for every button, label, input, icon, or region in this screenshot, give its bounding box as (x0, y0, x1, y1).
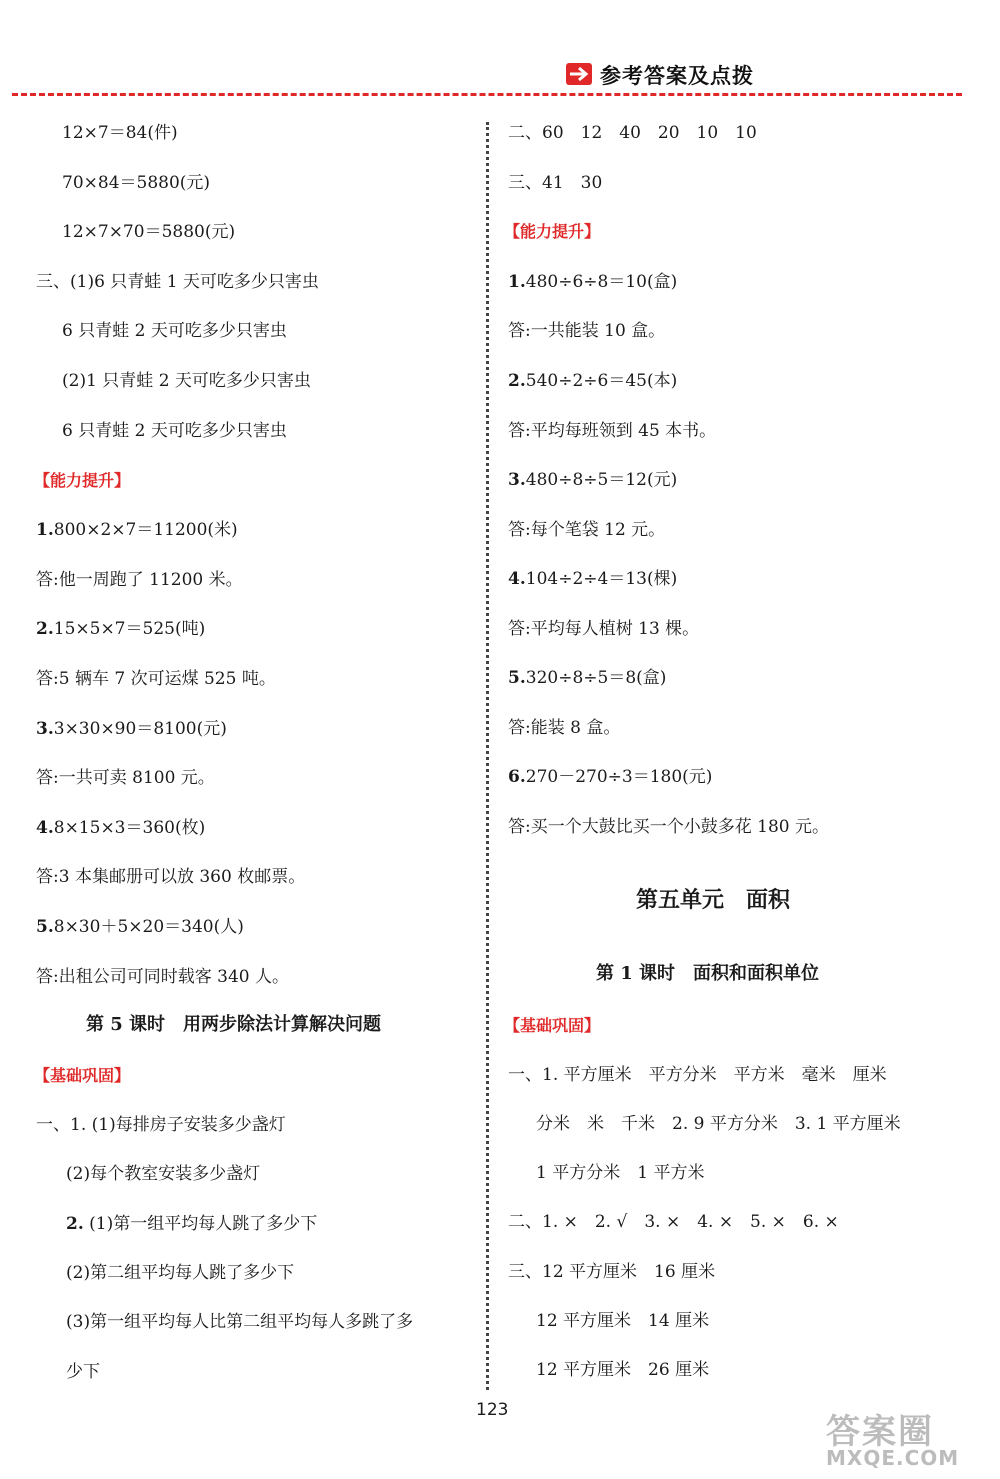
problem-number: 1. (36, 520, 54, 540)
problem-expression: 8×15×3＝360(枚) (53, 818, 206, 838)
question-line (66, 1213, 317, 1235)
answer-line: 答:一共能装 10 盒。 (508, 321, 666, 341)
problem-number: 5. (36, 917, 54, 937)
arrow-right-icon (566, 63, 592, 85)
answer-line: 答:出租公司可同时载客 340 人。 (36, 967, 289, 987)
question-line: (3)第一组平均每人比第二组平均每人多跳了多 (66, 1312, 414, 1332)
calc-line: 12×7×70＝5880(元) (62, 222, 236, 242)
problem-number: 3. (36, 719, 54, 739)
answer-line: 答:能装 8 盒。 (508, 718, 621, 738)
watermark-url: MXQE.COM (826, 1446, 960, 1470)
problem-line (508, 766, 712, 788)
problem-expression: 540÷2÷6＝45(本) (525, 371, 678, 391)
unit-title: 第五单元 面积 (636, 888, 791, 913)
problem-expression: 15×5×7＝525(吨) (53, 619, 206, 639)
problem-expression: 480÷6÷8＝10(盒) (525, 272, 678, 292)
question-line: 6 只青蛙 2 天可吃多少只害虫 (62, 421, 287, 441)
question-line: 一、1. (1)每排房子安装多少盏灯 (36, 1115, 286, 1135)
question-line: (2)第二组平均每人跳了多少下 (66, 1263, 295, 1283)
problem-line (36, 817, 205, 839)
problem-line (36, 718, 227, 740)
answer-row: 二、60 12 40 20 10 10 (508, 123, 757, 143)
problem-expression: 3×30×90＝8100(元) (53, 719, 227, 739)
problem-line (36, 519, 238, 541)
problem-line (36, 916, 244, 938)
section-tag-basic: 【基础巩固】 (34, 1066, 131, 1085)
answer-row: 分米 米 千米 2. 9 平方分米 3. 1 平方厘米 (536, 1114, 901, 1134)
answer-row: 三、41 30 (508, 173, 603, 193)
answer-row: 三、12 平方厘米 16 厘米 (508, 1262, 716, 1282)
answer-row: 1 平方分米 1 平方米 (536, 1163, 705, 1183)
problem-number: 3. (508, 470, 526, 490)
question-line: (2)每个教室安装多少盏灯 (66, 1164, 261, 1184)
section-tag-ability: 【能力提升】 (34, 471, 131, 490)
watermark-logo-text: 答案圈 (826, 1412, 934, 1452)
answer-line: 答:买一个大鼓比买一个小鼓多花 180 元。 (508, 817, 829, 837)
problem-line (36, 618, 205, 640)
problem-number: 2. (66, 1214, 84, 1234)
problem-number: 1. (508, 272, 526, 292)
problem-line (508, 271, 677, 293)
answer-line: 答:平均每人植树 13 棵。 (508, 619, 700, 639)
lesson-title: 第 5 课时 用两步除法计算解决问题 (86, 1014, 382, 1035)
section-tag-basic: 【基础巩固】 (504, 1016, 601, 1035)
answer-row: 二、1. × 2. √ 3. × 4. × 5. × 6. × (508, 1212, 839, 1232)
answer-line: 答:一共可卖 8100 元。 (36, 768, 215, 788)
problem-number: 5. (508, 668, 526, 688)
answer-row: 一、1. 平方厘米 平方分米 平方米 毫米 厘米 (508, 1065, 887, 1085)
problem-expression: 320÷8÷5＝8(盒) (525, 668, 667, 688)
problem-line (508, 568, 677, 590)
problem-line (508, 469, 677, 491)
question-line: 三、(1)6 只青蛙 1 天可吃多少只害虫 (36, 272, 319, 292)
calc-line: 12×7＝84(件) (62, 123, 178, 143)
arrow-glyph (569, 66, 589, 82)
problem-expression: 8×30＋5×20＝340(人) (53, 917, 244, 937)
calc-line: 70×84＝5880(元) (62, 173, 211, 193)
problem-number: 2. (36, 619, 54, 639)
watermark (826, 1404, 986, 1474)
header-title: 参考答案及点拨 (600, 64, 754, 88)
column-divider (486, 122, 489, 1390)
question-line: 6 只青蛙 2 天可吃多少只害虫 (62, 321, 287, 341)
answer-line: 答:他一周跑了 11200 米。 (36, 570, 243, 590)
lesson-title: 第 1 课时 面积和面积单位 (596, 963, 820, 984)
page-header (0, 0, 1000, 100)
question-line: 少下 (66, 1362, 100, 1382)
page-number: 123 (476, 1400, 509, 1420)
header-divider (12, 93, 962, 96)
section-tag-ability: 【能力提升】 (504, 222, 601, 241)
answer-row: 12 平方厘米 14 厘米 (536, 1311, 710, 1331)
problem-number: 2. (508, 371, 526, 391)
question-line: (2)1 只青蛙 2 天可吃多少只害虫 (62, 371, 311, 391)
problem-line (508, 370, 677, 392)
problem-line (508, 667, 666, 689)
problem-expression: 270－270÷3＝180(元) (525, 767, 713, 787)
problem-number: 4. (36, 818, 54, 838)
problem-expression: 104÷2÷4＝13(棵) (525, 569, 678, 589)
problem-number: 6. (508, 767, 526, 787)
answer-row: 12 平方厘米 26 厘米 (536, 1360, 710, 1380)
answer-line: 答:每个笔袋 12 元。 (508, 520, 666, 540)
problem-number: 4. (508, 569, 526, 589)
question-text: (1)第一组平均每人跳了多少下 (89, 1214, 318, 1234)
problem-expression: 480÷8÷5＝12(元) (525, 470, 678, 490)
answer-line: 答:平均每班领到 45 本书。 (508, 421, 717, 441)
answer-line: 答:3 本集邮册可以放 360 枚邮票。 (36, 867, 306, 887)
problem-expression: 800×2×7＝11200(米) (53, 520, 238, 540)
answer-line: 答:5 辆车 7 次可运煤 525 吨。 (36, 669, 276, 689)
